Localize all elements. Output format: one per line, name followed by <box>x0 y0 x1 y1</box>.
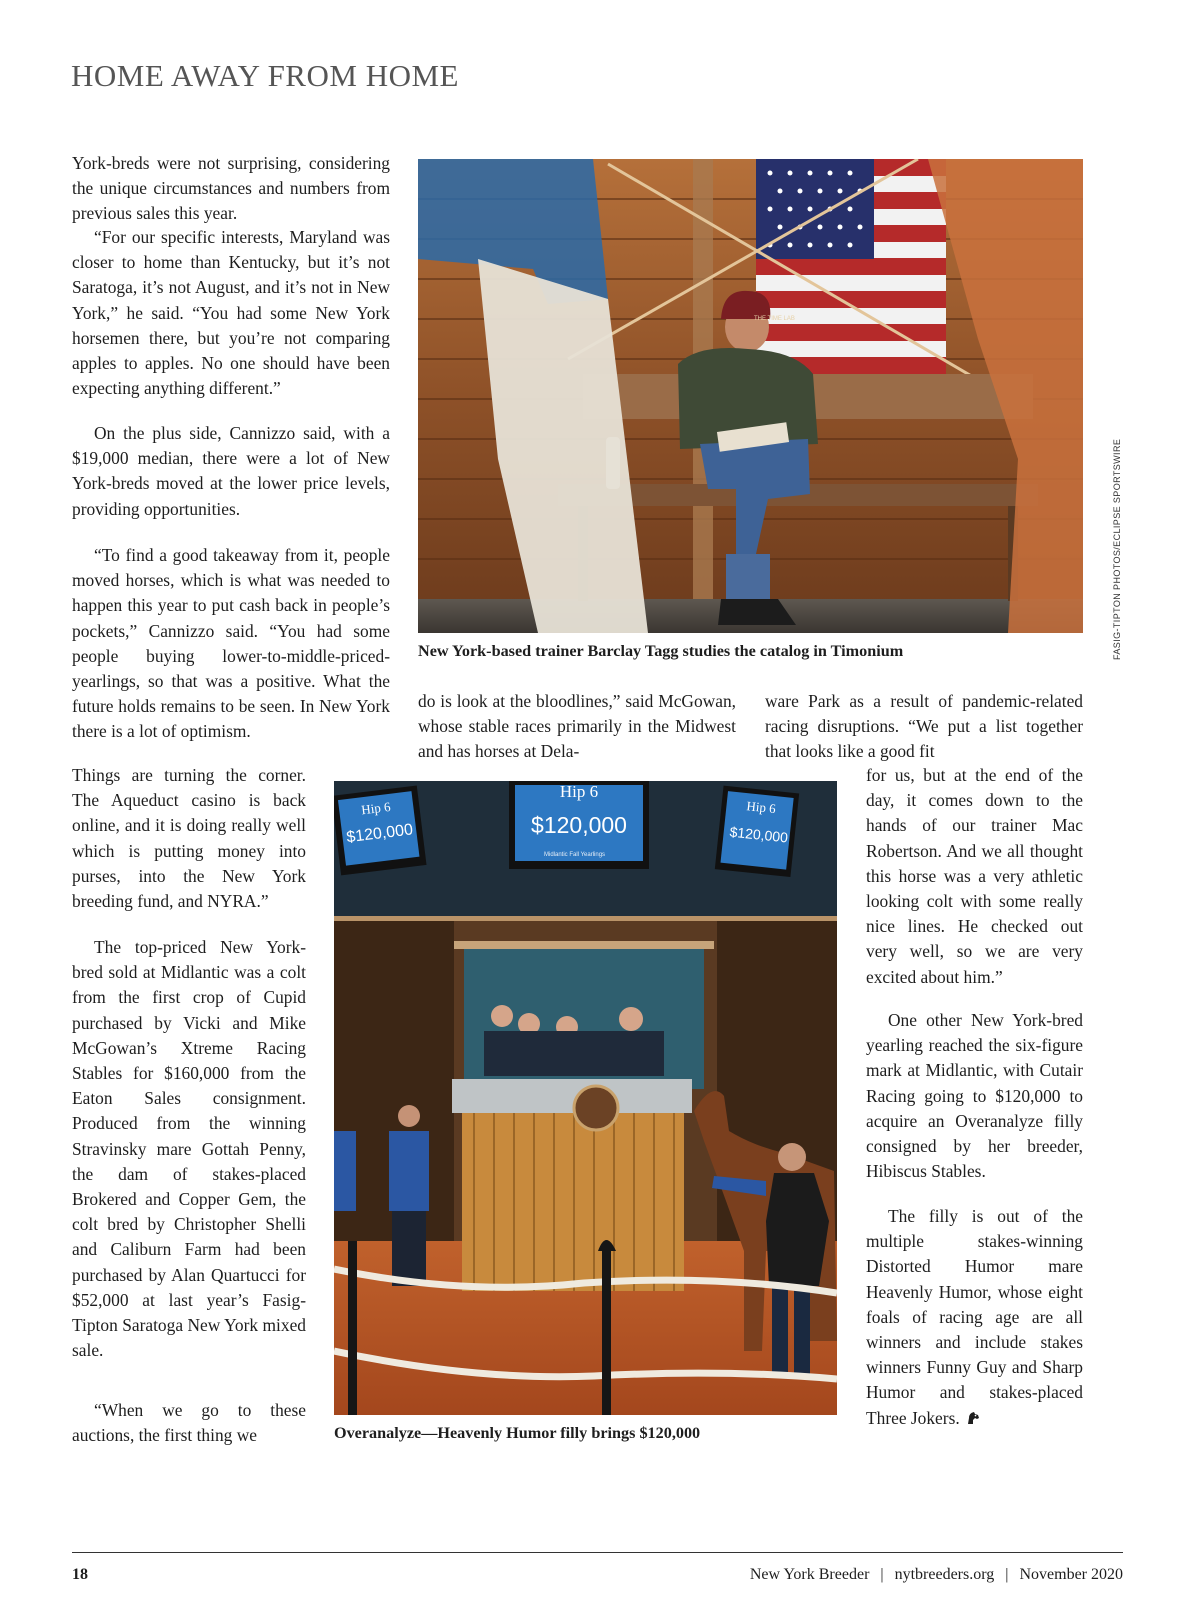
article-paragraph <box>866 1204 1083 1431</box>
top-photo <box>418 159 1083 633</box>
board-hip-left: Hip 6 <box>360 798 392 818</box>
hat-text: THE TIME LAB <box>754 316 795 322</box>
article-paragraph: “For our specific interests, Maryland was closer to home than Kentucky, but it’s not Saratoga, it’s not August, and it’s not in New York,” he said. “You had some New York horsemen there, but you’re not comparing apples to apples. No one should have been expecting anything different.” <box>72 227 390 399</box>
board-price-left: $120,000 <box>345 821 414 847</box>
board-hip-center: Hip 6 <box>559 782 599 801</box>
footer-separator: | <box>880 1566 884 1583</box>
footer-info <box>750 1566 1123 1584</box>
board-price-center: $120,000 <box>531 812 627 838</box>
article-paragraph: “When we go to these auctions, the first thing we <box>72 1400 306 1446</box>
article-paragraph: do is look at the bloodlines,” said McGowan, whose stable races primarily in the Midwest and has horses at Dela- <box>418 691 736 762</box>
top-photo-caption: New York-based trainer Barclay Tagg studies the catalog in Timonium <box>418 642 904 660</box>
horse-head-icon <box>966 1411 980 1425</box>
barn-scene-image <box>418 159 1083 633</box>
photo-credit: FASIG-TIPTON PHOTOS/ECLIPSE SPORTSWIRE <box>1112 438 1122 660</box>
footer-publication: New York Breeder <box>749 1566 870 1583</box>
bottom-photo-caption: Overanalyze—Heavenly Humor filly brings $120,000 <box>334 1424 701 1442</box>
article-paragraph: for us, but at the end of the day, it comes down to the hands of our trainer Mac Robertson. And we all thought this horse was a very athletic looking colt with some really nice lines. He checked out very well, so we are very excited about him.” <box>866 765 1083 987</box>
footer-website[interactable]: nytbreeders.org <box>894 1566 995 1583</box>
footer-rule <box>72 1552 1123 1553</box>
article-paragraph-text: The filly is out of the multiple stakes-winning Distorted Humor mare Heavenly Humor, whose eight foals of racing age are all winners and include stakes winners Funny Guy and Sharp Humor and stakes-placed Three Jokers. <box>866 1206 1083 1428</box>
article-paragraph: York-breds were not surprising, considering the unique circumstances and numbers from previous sales this year. <box>72 153 390 224</box>
footer-separator: | <box>1005 1566 1009 1583</box>
page-number: 18 <box>72 1566 88 1583</box>
board-hip-right: Hip 6 <box>745 798 777 817</box>
article-paragraph: The top-priced New York-bred sold at Midlantic was a colt from the first crop of Cupid purchased by Vicki and Mike McGowan’s Xtreme Racing Stables for $160,000 from the Eaton Sales consignment. Produced from the winning Stravinsky mare Gottah Penny, the dam of stakes-placed Brokered and Copper Gem, the colt bred by Christopher Shelli and Caliburn Farm had been purchased by Alan Quartucci for $52,000 at last year’s Fasig-Tipton Saratoga New York mixed sale. <box>72 937 306 1361</box>
article-paragraph: One other New York-bred yearling reached the six-figure mark at Midlantic, with Cutair Racing going to $120,000 to acquire an Overanalyze filly consigned by her breeder, Hibiscus Stables. <box>866 1010 1083 1182</box>
article-paragraph: ware Park as a result of pandemic-related racing disruptions. “We put a list together that looks like a good fit <box>765 691 1083 762</box>
article-paragraph: Things are turning the corner. The Aqueduct casino is back online, and it is doing really well which is putting money into purses, into the New York breeding fund, and NYRA.” <box>72 765 306 912</box>
footer-date: November 2020 <box>1019 1566 1123 1583</box>
bottom-photo <box>334 781 837 1415</box>
auction-ring-image <box>334 781 837 1415</box>
board-subtitle: Midlantic Fall Yearlings <box>544 852 606 858</box>
article-paragraph: “To find a good takeaway from it, people moved horses, which is what was needed to happen this year to put cash back in people’s pockets,” Cannizzo said. “You had some people buying lower-to-middle-priced-yearlings, so that was a positive. What the future holds remains to be seen. In New York there is a lot of optimism. <box>72 545 390 742</box>
board-price-right: $120,000 <box>728 823 789 846</box>
article-paragraph: On the plus side, Cannizzo said, with a $19,000 median, there were a lot of New York-breds moved at the lower price levels, providing opportunities. <box>72 423 390 519</box>
section-title: HOME AWAY FROM HOME <box>71 58 459 93</box>
